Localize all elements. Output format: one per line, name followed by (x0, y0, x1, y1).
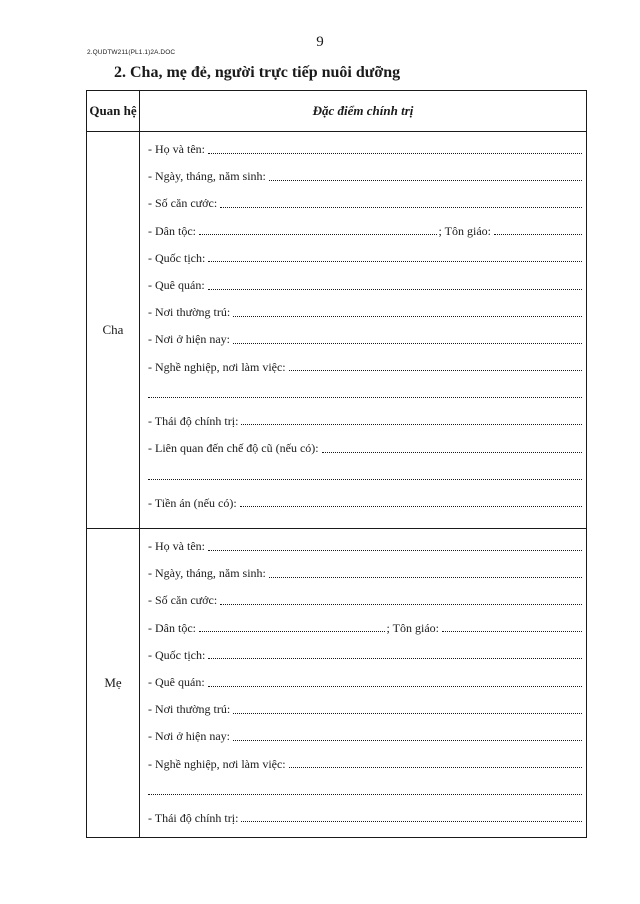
mother-ethnicity-label: - Dân tộc: (148, 620, 196, 635)
mother-id-label: - Số căn cước: (148, 593, 218, 608)
father-residence-field[interactable] (148, 299, 582, 326)
father-job-continuation[interactable] (148, 381, 582, 408)
fill-line (289, 766, 582, 768)
mother-hometown-label: - Quê quán: (148, 675, 205, 690)
fill-line (233, 342, 582, 344)
fill-line (208, 260, 582, 262)
father-ethnicity-religion-field[interactable] (148, 218, 582, 245)
mother-row (87, 529, 587, 838)
fill-line (442, 630, 582, 632)
mother-job-continuation[interactable] (148, 778, 582, 805)
fill-line (199, 233, 437, 235)
mother-nationality-label: - Quốc tịch: (148, 647, 206, 662)
mother-attitude-field[interactable] (148, 805, 582, 832)
father-job-label: - Nghề nghiệp, nơi làm việc: (148, 359, 286, 374)
mother-nationality-field[interactable] (148, 642, 582, 669)
father-old-regime-continuation[interactable] (148, 462, 582, 489)
father-dob-label: - Ngày, tháng, năm sinh: (148, 169, 266, 184)
political-background-table (86, 90, 587, 838)
mother-hometown-field[interactable] (148, 669, 582, 696)
fill-line (240, 505, 582, 507)
father-id-field[interactable] (148, 190, 582, 217)
mother-name-field[interactable] (148, 533, 582, 560)
fill-line (208, 288, 582, 290)
section-heading: 2. Cha, mẹ đẻ, người trực tiếp nuôi dưỡng (114, 64, 401, 81)
header-relation: Quan hệ (87, 91, 140, 132)
fill-line (494, 233, 582, 235)
mother-residence-field[interactable] (148, 696, 582, 723)
father-old-regime-field[interactable] (148, 435, 582, 462)
mother-id-field[interactable] (148, 587, 582, 614)
fill-line (241, 820, 582, 822)
fill-line (269, 179, 582, 181)
father-name-field[interactable] (148, 136, 582, 163)
father-current-address-field[interactable] (148, 326, 582, 353)
fill-line (208, 152, 582, 154)
father-fields-cell (140, 132, 587, 529)
mother-attitude-label: - Thái độ chính trị: (148, 810, 239, 825)
father-nationality-field[interactable] (148, 245, 582, 272)
header-political-label: Đặc điểm chính trị (312, 103, 414, 118)
father-old-regime-label: - Liên quan đến chế độ cũ (nếu có): (148, 441, 319, 456)
mother-job-field[interactable] (148, 751, 582, 778)
father-ethnicity-label: - Dân tộc: (148, 223, 196, 238)
mother-job-label: - Nghề nghiệp, nơi làm việc: (148, 756, 286, 771)
father-attitude-label: - Thái độ chính trị: (148, 413, 239, 428)
fill-line (148, 396, 582, 398)
document-code: 2.QUDTW211(PL1.1)2A.DOC (87, 49, 176, 56)
fill-line (199, 630, 385, 632)
mother-name-label: - Họ và tên: (148, 539, 205, 554)
mother-current-address-label: - Nơi ở hiện nay: (148, 729, 231, 744)
table-header-row (87, 91, 587, 132)
father-criminal-record-label: - Tiền án (nếu có): (148, 495, 237, 510)
fill-line (208, 685, 582, 687)
father-residence-label: - Nơi thường trú: (148, 305, 231, 320)
father-dob-field[interactable] (148, 163, 582, 190)
fill-line (208, 549, 582, 551)
header-political-characteristics (140, 91, 587, 132)
fill-line (208, 657, 582, 659)
fill-line (220, 206, 582, 208)
mother-fields-cell (140, 529, 587, 838)
page-number: 9 (316, 34, 324, 50)
fill-line (241, 423, 582, 425)
fill-line (322, 451, 582, 453)
fill-line (233, 315, 582, 317)
father-current-address-label: - Nơi ở hiện nay: (148, 332, 231, 347)
fill-line (148, 793, 582, 795)
father-attitude-field[interactable] (148, 408, 582, 435)
mother-relation-cell: Mẹ (87, 529, 140, 838)
fill-line (233, 712, 582, 714)
father-relation-cell: Cha (87, 132, 140, 529)
mother-dob-field[interactable] (148, 560, 582, 587)
father-row (87, 132, 587, 529)
mother-residence-label: - Nơi thường trú: (148, 702, 231, 717)
fill-line (233, 739, 582, 741)
father-criminal-record-field[interactable] (148, 489, 582, 516)
father-job-field[interactable] (148, 354, 582, 381)
father-name-label: - Họ và tên: (148, 142, 205, 157)
mother-current-address-field[interactable] (148, 723, 582, 750)
father-nationality-label: - Quốc tịch: (148, 250, 206, 265)
fill-line (148, 478, 582, 480)
mother-religion-label: ; Tôn giáo: (386, 620, 439, 635)
father-religion-label: ; Tôn giáo: (438, 223, 491, 238)
fill-line (289, 369, 582, 371)
father-id-label: - Số căn cước: (148, 196, 218, 211)
father-hometown-label: - Quê quán: (148, 278, 205, 293)
fill-line (269, 576, 582, 578)
mother-dob-label: - Ngày, tháng, năm sinh: (148, 566, 266, 581)
fill-line (220, 603, 582, 605)
mother-ethnicity-religion-field[interactable] (148, 615, 582, 642)
father-hometown-field[interactable] (148, 272, 582, 299)
